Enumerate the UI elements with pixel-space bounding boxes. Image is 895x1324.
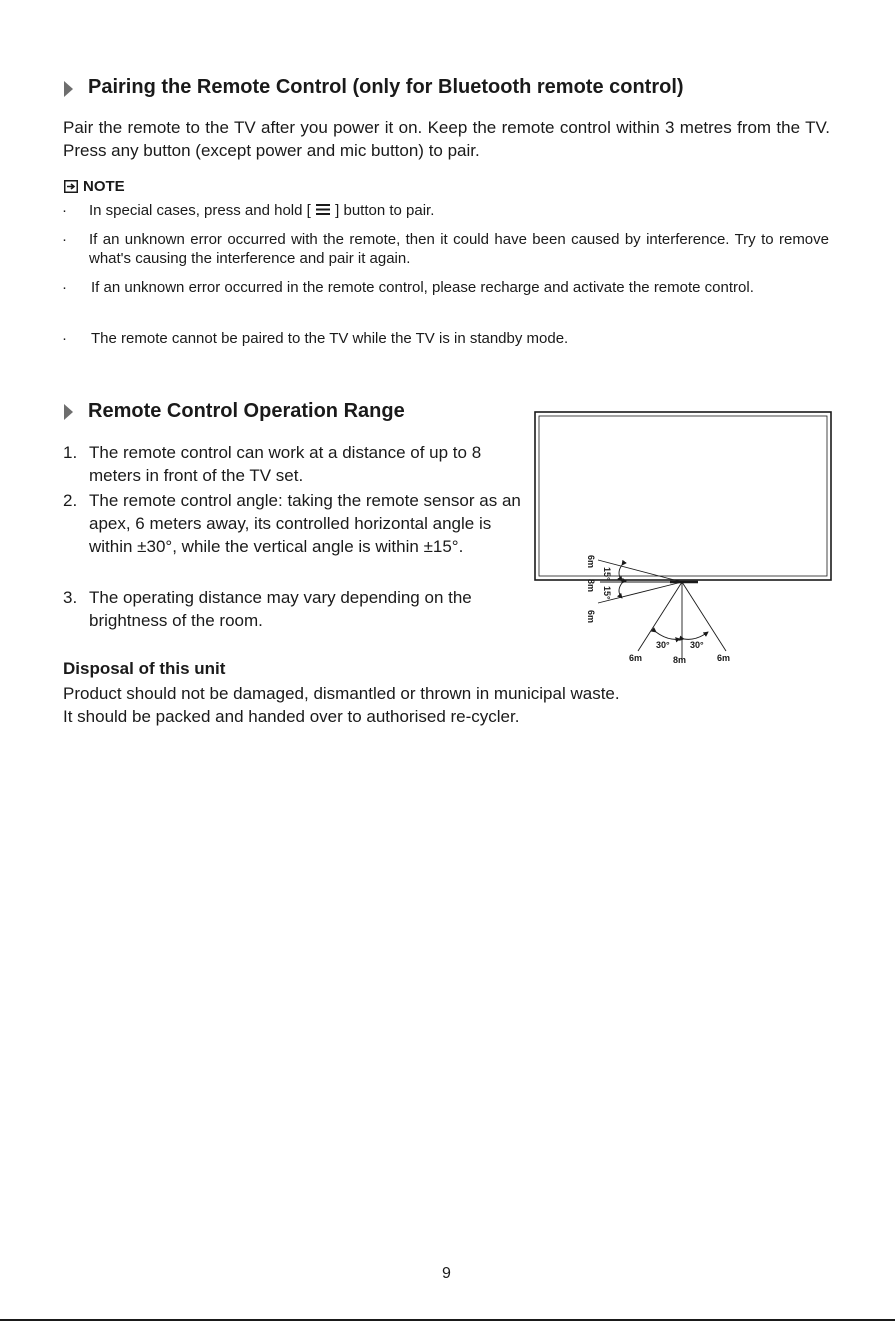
side-label: 8m: [586, 579, 596, 593]
note-item: If an unknown error occurred with the remote, then it could have been caused by interference. Try to remove what's causing the interference and pair it again.: [89, 231, 829, 267]
note-text: ] button to pair.: [330, 202, 435, 219]
step-number: 1.: [63, 443, 78, 462]
angle-label-left: 30°: [656, 640, 670, 650]
section-marker-icon: [64, 81, 73, 97]
range-step: [63, 441, 525, 487]
range-diagram: [530, 405, 840, 675]
note-arrow-icon: [64, 180, 78, 193]
bullet-dot: ·: [62, 330, 67, 347]
pairing-title: Pairing the Remote Control (only for Bluetooth remote control): [88, 76, 684, 98]
step-text: The remote control can work at a distance of up to 8 meters in front of the TV set.: [89, 443, 482, 485]
disposal-title: Disposal of this unit: [63, 659, 226, 678]
section-marker-icon: [64, 404, 73, 420]
distance-label-center: 8m: [673, 655, 687, 665]
step-text: The remote control angle: taking the remote sensor as an apex, 6 meters away, its controlled horizontal angle is within ±30°, while the vertical angle is within ±15°.: [89, 491, 521, 556]
bullet-dot: ·: [62, 231, 67, 248]
note-item: [89, 201, 434, 220]
step-number: 3.: [63, 588, 78, 607]
side-label: 15°: [602, 586, 612, 600]
tv-outline: [535, 412, 831, 582]
bullet-dot: ·: [62, 279, 67, 296]
range-title: Remote Control Operation Range: [88, 400, 405, 422]
page-number: 9: [442, 1265, 451, 1282]
bullet-dot: ·: [62, 202, 67, 219]
range-step: [63, 586, 525, 632]
note-text: In special cases, press and hold [: [89, 202, 315, 219]
disposal-text: It should be packed and handed over to authorised re-cycler.: [63, 707, 520, 726]
range-step: [63, 489, 525, 558]
note-item: The remote cannot be paired to the TV while the TV is in standby mode.: [91, 330, 569, 347]
side-label: 15°: [602, 567, 612, 581]
distance-label-left: 6m: [629, 653, 643, 663]
pairing-intro: Pair the remote to the TV after you power it on. Keep the remote control within 3 metres from the TV. Press any button (except power and mic button) to pair.: [63, 118, 830, 160]
bottom-rule: [0, 1319, 895, 1321]
note-heading: [64, 178, 125, 195]
side-label: 6m: [586, 555, 596, 569]
side-label: 6m: [586, 610, 596, 624]
step-number: 2.: [63, 491, 78, 510]
step-text: The operating distance may vary depending on the brightness of the room.: [89, 588, 472, 630]
disposal-text: Product should not be damaged, dismantled or thrown in municipal waste.: [63, 684, 620, 703]
note-label: NOTE: [83, 178, 125, 195]
distance-label-right: 6m: [717, 653, 731, 663]
note-item: If an unknown error occurred in the remote control, please recharge and activate the remote control.: [91, 279, 754, 296]
angle-label-right: 30°: [690, 640, 704, 650]
menu-icon: [315, 203, 331, 216]
